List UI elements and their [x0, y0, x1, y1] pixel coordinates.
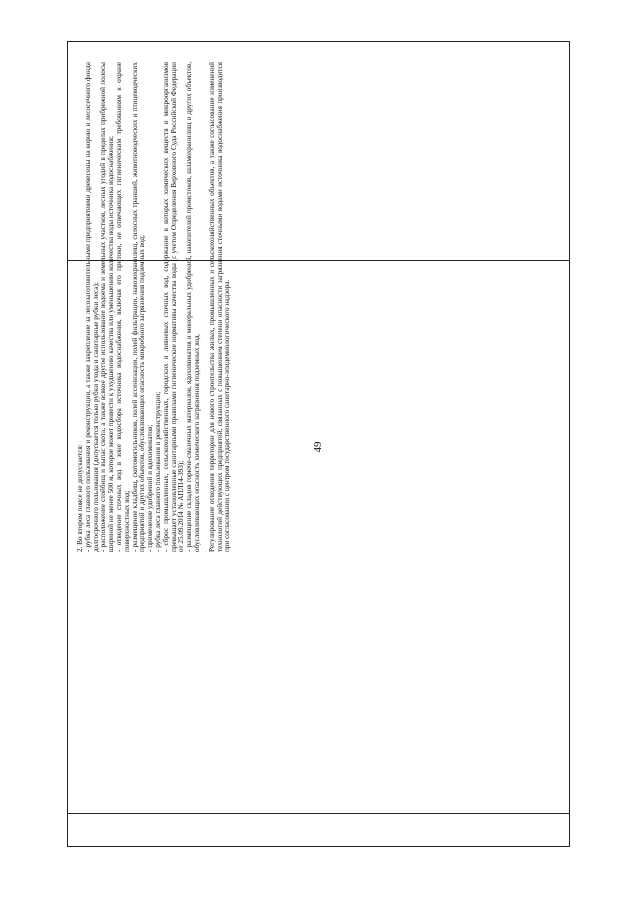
rotated-cell: [76, 62, 567, 552]
rotated-cell-content: [77, 62, 329, 552]
restriction-item: - отведение сточных вод в зоне водосбора источника водоснабжения, включая его притоки, не отвечающих гигиеническим требованиям к охране поверхностных вод;: [114, 62, 131, 552]
table-border-right: [569, 41, 570, 847]
table-column-divider-2: [67, 813, 570, 814]
restriction-item: - рубка леса главного пользования и реконструкции, а также закрепление за лесозаготовительными предприятиями древесины на корню и лесосечного фонда долгосрочного пользования (допускается только рубки ухода и санитарные рубки леса);: [83, 62, 100, 552]
table-border-top: [67, 41, 570, 42]
restriction-item: - применение удобрений и ядохимикатов;: [146, 424, 155, 552]
closing-paragraph: Регулирование отведения территории для нового строительства жилых, промышленных и сельскохозяйственных объектов, а также согласование изменений технологий действующих предприятий, связанных с повышением степени опасности загрязнения сточными водами источника водоснабжения производится при согласовании с центром государственного санитарно-эпидемиологического надзора.: [207, 62, 232, 552]
table-border-bottom: [67, 846, 570, 847]
cell-text: [77, 62, 232, 552]
restriction-item: - расположение стойбищ и выпас скота, а также всякое другое использование водоема и земельных участков, лесных угодий в пределах прибрежной полосы шириной не менее 500 м, которое может привести к ухудшению качества или уменьшению количества воды источника водоснабжения;: [99, 62, 116, 552]
restriction-item: - размещение кладбищ, скотомогильников, полей ассенизации, полей фильтрации, навозохранилищ, силосных траншей, животноводческих и птицеводческих предприятий и других объектов, обусловливающих опасность микробного загрязнения подземных вод;: [130, 62, 147, 552]
page-number: 49: [312, 441, 324, 453]
zone-heading: 2. Во втором поясе не допускается:: [76, 444, 84, 552]
restriction-item: - размещение складов горюче-смазочных материалов, ядохимикатов и минеральных удобрений, накопителей промстоков, шламохранилищ и других объектов, обусловливающих опасность химического загрязнения подземных вод.: [185, 62, 201, 552]
restriction-item: - сброс промышленных, сельскохозяйственных, городских и ливневых сточных вод, содержание в которых химических веществ и микроорганизмов превышает установленные санитарными правилами гигиенические нормативы качества воды (с учетом Определения Верховного Суда Российской Федерации от 25.09.2014 № АПЛ14-393);: [161, 62, 186, 552]
restriction-item: - рубка леса главного пользования и реконструкции;: [153, 391, 162, 552]
table-border-left: [67, 41, 68, 847]
